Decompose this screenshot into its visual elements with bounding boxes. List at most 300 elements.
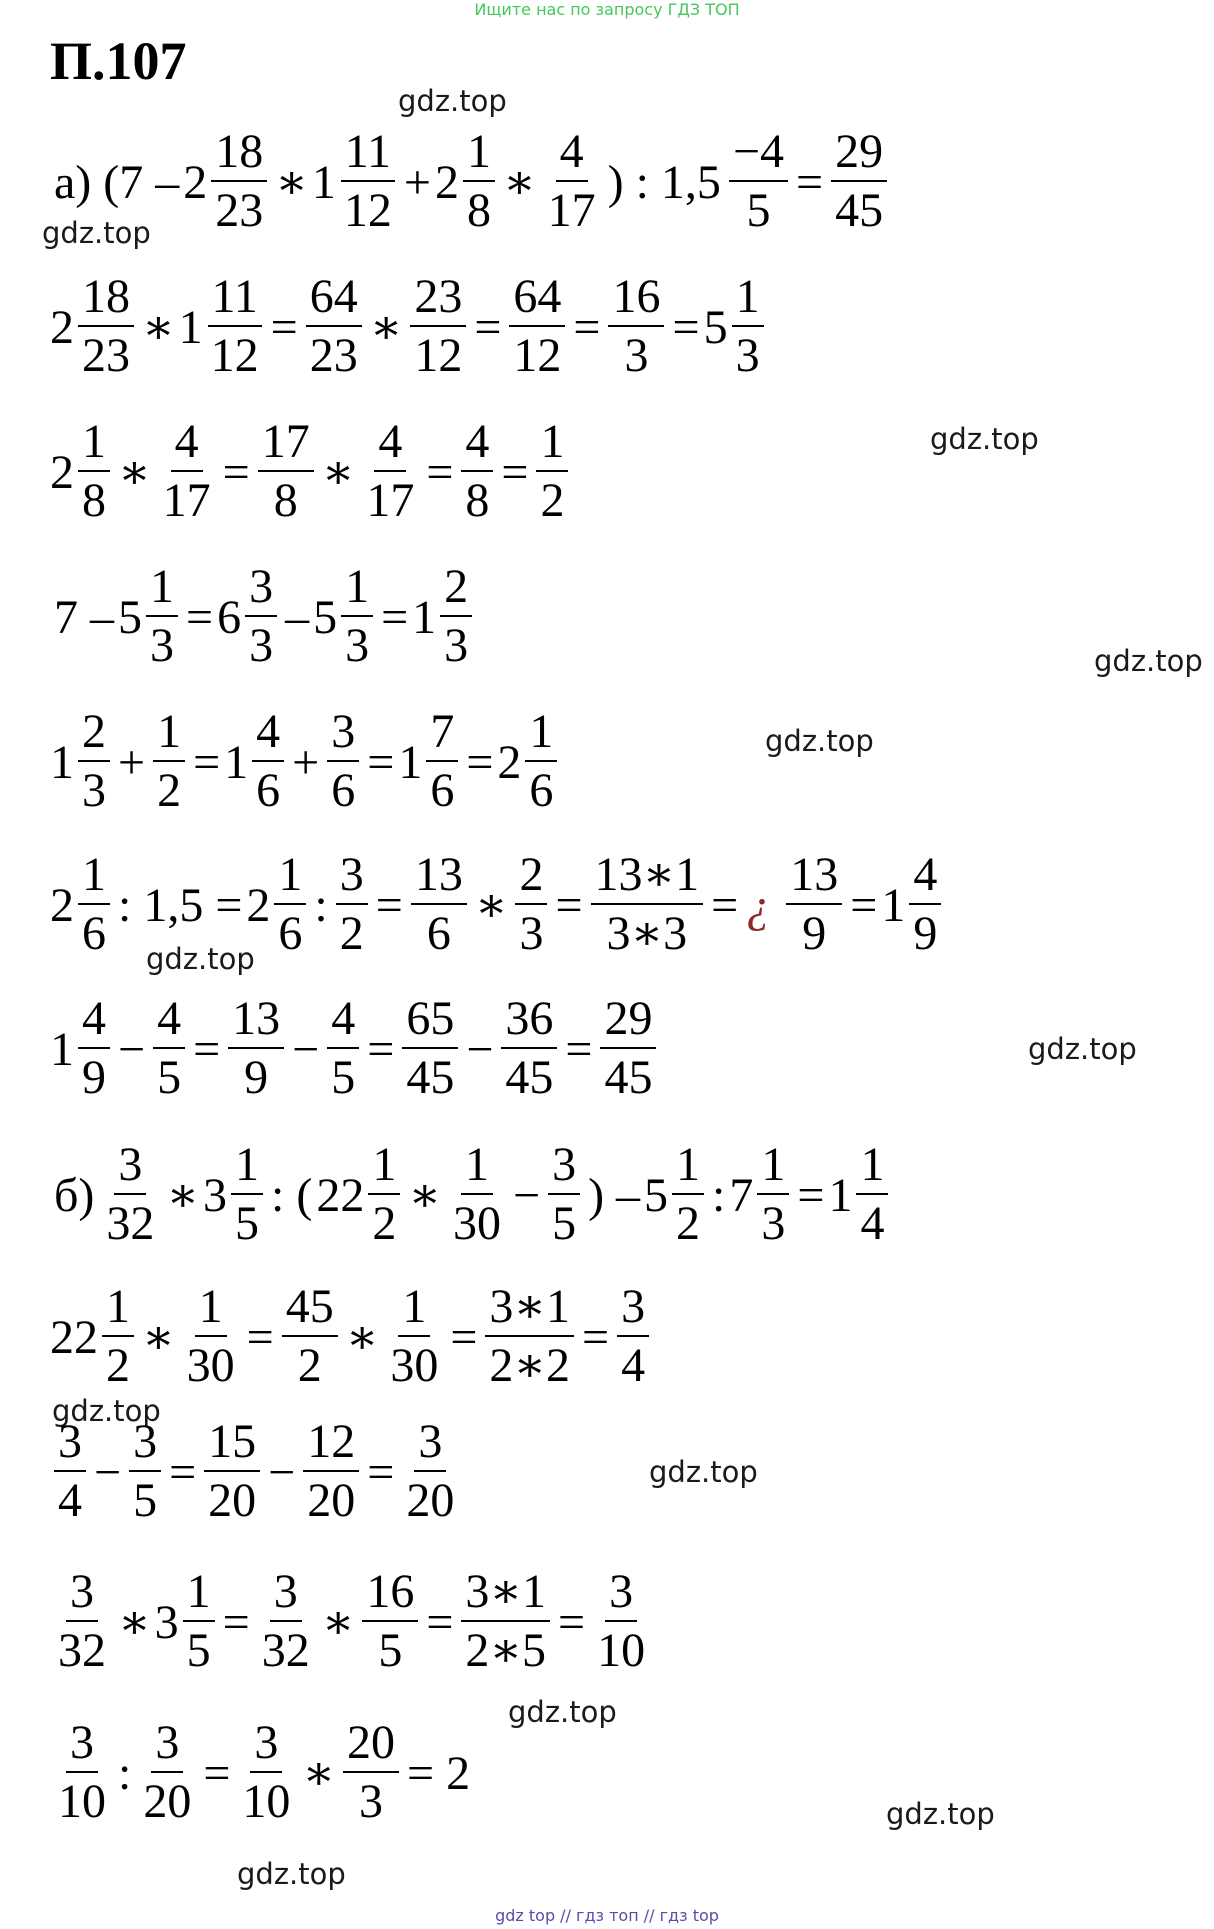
math-text: = <box>426 1595 454 1649</box>
mixed-number <box>316 1137 404 1253</box>
denominator: 23 <box>309 329 358 382</box>
denominator: 12 <box>414 329 463 382</box>
fraction-body <box>856 1137 888 1253</box>
fraction-body <box>544 124 600 240</box>
numerator: 3 <box>548 1137 580 1195</box>
numerator: 3 <box>114 1137 146 1195</box>
denominator: 5 <box>746 184 771 237</box>
equation-a-step-6 <box>50 984 660 1114</box>
whole-part: 7 <box>729 1168 754 1222</box>
fraction-body <box>282 1279 338 1395</box>
denominator: 3 <box>624 329 649 382</box>
fraction-body <box>207 269 263 385</box>
whole-part: 1 <box>50 735 74 789</box>
numerator: 3 <box>327 704 359 762</box>
math-text: ∗ <box>321 1596 355 1649</box>
math-text: : <box>118 1746 132 1800</box>
fraction-body <box>608 269 664 385</box>
math-text: ∗ <box>118 1596 151 1649</box>
math-text: = <box>501 445 529 499</box>
fraction <box>149 991 189 1107</box>
numerator: 4 <box>252 704 284 762</box>
numerator: 1 <box>461 1137 493 1195</box>
fraction-body <box>327 704 359 820</box>
whole-part: 5 <box>313 590 338 644</box>
whole-part: 1 <box>398 735 423 789</box>
math-text: : 1,5 = <box>118 878 243 932</box>
fraction-body <box>183 1279 239 1395</box>
fraction <box>50 1715 114 1831</box>
fraction-body <box>102 1137 158 1253</box>
numerator: 3∗1 <box>461 1564 550 1622</box>
numerator: 3 <box>617 1279 649 1337</box>
fraction-body <box>231 1137 263 1253</box>
math-text: ∗ <box>302 1747 336 1800</box>
whole-part: 1 <box>881 878 906 932</box>
fraction <box>540 124 604 240</box>
math-text: = <box>797 1168 825 1222</box>
numerator: 1 <box>183 1564 215 1622</box>
math-text: : ( <box>271 1168 313 1222</box>
numerator: 4 <box>327 991 359 1049</box>
mixed-number <box>50 847 114 963</box>
math-text: − <box>94 1445 122 1499</box>
fraction <box>323 704 363 820</box>
math-text: = <box>426 445 454 499</box>
fraction-body <box>258 1564 314 1680</box>
numerator: 1 <box>536 414 568 472</box>
denominator: 10 <box>242 1775 291 1828</box>
equation-a-step-4 <box>50 697 561 827</box>
numerator: 3 <box>54 1414 86 1472</box>
numerator: 1 <box>757 1137 789 1195</box>
fraction <box>50 1564 114 1680</box>
fraction-body <box>340 124 396 240</box>
fraction-body <box>306 269 362 385</box>
math-text: ) : 1,5 <box>607 155 721 209</box>
denominator: 4 <box>58 1474 82 1527</box>
denominator: 5 <box>552 1197 577 1250</box>
fraction <box>224 991 288 1107</box>
fraction-body <box>183 1564 215 1680</box>
denominator: 5 <box>235 1197 260 1250</box>
fraction-body <box>402 991 458 1107</box>
fraction <box>98 1137 162 1253</box>
fraction-body <box>402 1414 458 1530</box>
numerator: 1 <box>672 1137 704 1195</box>
fraction-body <box>303 1414 359 1530</box>
denominator: 3 <box>249 619 274 672</box>
numerator: 3∗1 <box>485 1279 574 1337</box>
fraction-body <box>274 847 306 963</box>
mixed-number <box>50 1279 138 1395</box>
numerator: 65 <box>402 991 458 1049</box>
fraction <box>323 991 363 1107</box>
whole-part: 3 <box>154 1595 179 1649</box>
numerator: 1 <box>398 1279 430 1337</box>
numerator: 29 <box>600 991 656 1049</box>
whole-part: 3 <box>203 1168 228 1222</box>
watermark: gdz.top <box>52 1394 161 1428</box>
mixed-number <box>179 269 267 385</box>
denominator: 23 <box>82 329 130 382</box>
watermark: gdz.top <box>1028 1032 1137 1066</box>
fraction-body <box>440 559 472 675</box>
numerator: 1 <box>78 847 110 905</box>
fraction-body <box>211 124 267 240</box>
numerator: 7 <box>426 704 458 762</box>
math-text: = <box>186 590 214 644</box>
fraction-body <box>410 269 466 385</box>
math-text: − <box>512 1168 541 1222</box>
whole-part: 5 <box>118 590 142 644</box>
math-text: ∗ <box>142 1311 175 1364</box>
watermark: gdz.top <box>237 1857 346 1891</box>
math-text: = <box>558 1595 586 1649</box>
numerator: 12 <box>303 1414 359 1472</box>
fraction-body <box>78 704 110 820</box>
denominator: 3 <box>519 907 544 960</box>
fraction-body <box>78 991 110 1107</box>
numerator: 13 <box>786 847 842 905</box>
fraction <box>254 414 318 530</box>
denominator: 5 <box>186 1624 211 1677</box>
whole-part: 1 <box>50 1022 74 1076</box>
fraction-body <box>245 559 277 675</box>
fraction-body <box>258 414 314 530</box>
denominator: 8 <box>273 474 298 527</box>
fraction-body <box>449 1137 505 1253</box>
question-glyph: ¿ <box>746 878 771 932</box>
denominator: 6 <box>430 764 455 817</box>
denominator: 3 <box>444 619 469 672</box>
top-banner: Ищите нас по запросу ГДЗ ТОП <box>474 0 740 19</box>
numerator: 16 <box>362 1564 418 1622</box>
denominator: 20 <box>143 1775 192 1828</box>
fraction <box>135 1715 199 1831</box>
fraction <box>596 991 660 1107</box>
denominator: 45 <box>835 184 884 237</box>
whole-part: 5 <box>703 300 728 354</box>
equation-b-step-2 <box>50 1407 462 1537</box>
math-text: ∗ <box>345 1311 379 1364</box>
numerator: 4 <box>461 414 493 472</box>
denominator: 32 <box>261 1624 310 1677</box>
math-text: ∗ <box>166 1169 200 1222</box>
numerator: 4 <box>78 991 110 1049</box>
math-text: = <box>270 300 298 354</box>
fraction-body <box>525 704 557 820</box>
fraction-body <box>139 1715 195 1831</box>
fraction-body <box>501 991 557 1107</box>
fraction-body <box>341 559 373 675</box>
equation-a-step-1 <box>50 262 768 392</box>
math-text: = <box>450 1310 478 1364</box>
mixed-number <box>497 704 561 820</box>
mixed-number <box>246 847 310 963</box>
denominator: 12 <box>513 329 562 382</box>
fraction <box>782 847 846 963</box>
whole-part: 22 <box>50 1310 98 1364</box>
denominator: 45 <box>604 1051 653 1104</box>
fraction <box>358 1564 422 1680</box>
fraction-body <box>343 1715 399 1831</box>
fraction <box>532 414 572 530</box>
denominator: 8 <box>466 184 491 237</box>
fraction-body <box>909 847 941 963</box>
denominator: 8 <box>82 474 106 527</box>
fraction <box>125 1414 165 1530</box>
numerator: 3 <box>336 847 368 905</box>
fraction-body <box>78 414 110 530</box>
watermark: gdz.top <box>398 84 507 118</box>
fraction-body <box>461 414 493 530</box>
numerator: 3 <box>66 1715 98 1773</box>
whole-part: 5 <box>644 1168 669 1222</box>
fraction-body <box>426 704 458 820</box>
math-text: ∗ <box>502 156 536 209</box>
denominator: 9 <box>802 907 827 960</box>
numerator: 45 <box>282 1279 338 1337</box>
fraction-body <box>617 1279 649 1395</box>
numerator: 1 <box>525 704 557 762</box>
fraction-body <box>485 1279 574 1395</box>
fraction <box>398 991 462 1107</box>
denominator: 5 <box>157 1051 182 1104</box>
numerator: 3 <box>245 559 277 617</box>
fraction-body <box>54 1715 110 1831</box>
watermark: gdz.top <box>508 1695 617 1729</box>
numerator: 1 <box>463 124 495 182</box>
denominator: 20 <box>208 1474 257 1527</box>
numerator: 1 <box>341 559 373 617</box>
denominator: 30 <box>452 1197 501 1250</box>
numerator: 2 <box>440 559 472 617</box>
fraction <box>254 1564 318 1680</box>
whole-part: 2 <box>50 878 74 932</box>
mixed-number <box>217 559 281 675</box>
math-text: = <box>381 590 409 644</box>
mixed-number <box>312 124 400 240</box>
numerator: 2 <box>515 847 547 905</box>
denominator: 20 <box>307 1474 356 1527</box>
fraction-body <box>54 1414 86 1530</box>
fraction-body <box>204 1414 260 1530</box>
mixed-number <box>435 124 499 240</box>
fraction-body <box>672 1137 704 1253</box>
fraction-body <box>461 1564 550 1680</box>
math-text: ∗ <box>474 879 508 932</box>
denominator: 6 <box>256 764 281 817</box>
numerator: 4 <box>909 847 941 905</box>
math-text: − <box>118 1022 146 1076</box>
denominator: 45 <box>505 1051 554 1104</box>
denominator: 2∗5 <box>465 1624 547 1677</box>
numerator: 3 <box>605 1564 637 1622</box>
whole-part: 1 <box>412 590 437 644</box>
numerator: 3 <box>66 1564 98 1622</box>
mixed-number <box>313 559 377 675</box>
numerator: 16 <box>608 269 664 327</box>
mixed-number <box>155 1564 219 1680</box>
math-text: = <box>850 878 878 932</box>
numerator: 17 <box>258 414 314 472</box>
mixed-number <box>50 269 138 385</box>
fraction <box>299 1414 363 1530</box>
equation-a-step-3 <box>50 552 476 682</box>
fraction <box>406 269 470 385</box>
numerator: 1 <box>153 704 185 762</box>
denominator: 6 <box>331 764 356 817</box>
fraction-body <box>78 269 134 385</box>
math-text: ∗ <box>321 446 355 499</box>
fraction-body <box>146 559 178 675</box>
fraction <box>149 704 189 820</box>
math-text: : <box>314 878 328 932</box>
denominator: 17 <box>547 184 596 237</box>
fraction-body <box>102 1279 134 1395</box>
whole-part: 2 <box>183 155 208 209</box>
math-text: = <box>573 300 601 354</box>
numerator: 4 <box>153 991 185 1049</box>
denominator: 2 <box>372 1197 397 1250</box>
denominator: 4 <box>621 1339 646 1392</box>
denominator: 5 <box>133 1474 158 1527</box>
denominator: 2 <box>297 1339 322 1392</box>
numerator: 11 <box>208 269 262 327</box>
denominator: 9 <box>82 1051 106 1104</box>
numerator: 3 <box>270 1564 302 1622</box>
fraction-body <box>78 847 110 963</box>
denominator: 10 <box>597 1624 646 1677</box>
denominator: 5 <box>331 1051 356 1104</box>
fraction <box>613 1279 653 1395</box>
fraction-body <box>362 414 418 530</box>
fraction-body <box>368 1137 400 1253</box>
fraction-body <box>386 1279 442 1395</box>
mixed-number <box>50 704 114 820</box>
fraction <box>457 1564 554 1680</box>
math-text: ∗ <box>369 301 403 354</box>
fraction-body <box>548 1137 580 1253</box>
denominator: 2 <box>157 764 182 817</box>
math-text: = <box>474 300 502 354</box>
equation-a-main <box>50 117 891 247</box>
fraction-body <box>327 991 359 1107</box>
mixed-number <box>412 559 476 675</box>
fraction-body <box>591 847 704 963</box>
numerator: −4 <box>729 124 788 182</box>
denominator: 2 <box>540 474 565 527</box>
fraction <box>505 269 569 385</box>
fraction <box>604 269 668 385</box>
math-text: : <box>712 1168 726 1222</box>
fraction-body <box>463 124 495 240</box>
math-text: − <box>268 1445 296 1499</box>
numerator: 1 <box>146 559 178 617</box>
numerator: 3 <box>129 1414 161 1472</box>
math-text: = <box>367 1445 395 1499</box>
math-text: ∗ <box>408 1169 441 1222</box>
denominator: 9 <box>913 907 938 960</box>
math-text: а) (7 – <box>54 155 180 209</box>
denominator: 2 <box>676 1197 701 1250</box>
bottom-banner: gdz top // гдз топ // гдз top <box>495 1906 719 1925</box>
numerator: 64 <box>306 269 362 327</box>
watermark: gdz.top <box>930 422 1039 456</box>
watermark: gdz.top <box>1094 644 1203 678</box>
denominator: 32 <box>58 1624 106 1677</box>
math-text: = <box>466 735 494 789</box>
whole-part: 2 <box>246 878 271 932</box>
denominator: 2∗2 <box>489 1339 571 1392</box>
math-text: = <box>246 1310 274 1364</box>
numerator: 13∗1 <box>591 847 704 905</box>
denominator: 17 <box>366 474 415 527</box>
watermark: gdz.top <box>649 1455 758 1489</box>
fraction-body <box>600 991 656 1107</box>
math-text: = <box>193 735 221 789</box>
denominator: 45 <box>406 1051 455 1104</box>
mixed-number <box>729 1137 793 1253</box>
numerator: 13 <box>411 847 467 905</box>
numerator: 4 <box>556 124 588 182</box>
watermark: gdz.top <box>42 216 151 250</box>
fraction <box>398 1414 462 1530</box>
fraction <box>278 1279 342 1395</box>
denominator: 3 <box>82 764 106 817</box>
math-text: = <box>169 1445 197 1499</box>
fraction-body <box>228 991 284 1107</box>
fraction-body <box>252 704 284 820</box>
mixed-number <box>50 414 114 530</box>
denominator: 2 <box>106 1339 130 1392</box>
numerator: 23 <box>410 269 466 327</box>
watermark: gdz.top <box>146 942 255 976</box>
denominator: 12 <box>210 329 259 382</box>
fraction <box>457 414 497 530</box>
denominator: 12 <box>343 184 392 237</box>
whole-part: 1 <box>178 300 203 354</box>
fraction-body <box>54 1564 110 1680</box>
fraction-body <box>729 124 788 240</box>
fraction-body <box>129 1414 161 1530</box>
numerator: 15 <box>204 1414 260 1472</box>
denominator: 3 <box>150 619 174 672</box>
denominator: 3∗3 <box>606 907 688 960</box>
numerator: 3 <box>151 1715 183 1773</box>
math-text: 7 – <box>54 590 114 644</box>
equation-b-step-3 <box>50 1557 653 1687</box>
denominator: 3 <box>359 1775 384 1828</box>
fraction <box>827 124 891 240</box>
fraction <box>589 1564 653 1680</box>
math-text: = <box>367 735 395 789</box>
page-title: П.107 <box>50 31 187 91</box>
whole-part: 1 <box>224 735 249 789</box>
fraction-body <box>159 414 215 530</box>
math-text: = <box>193 1022 221 1076</box>
fraction-body <box>411 847 467 963</box>
numerator: 1 <box>732 269 764 327</box>
mixed-number <box>50 991 114 1107</box>
denominator: 17 <box>162 474 211 527</box>
math-text: = <box>375 878 403 932</box>
fraction-body <box>757 1137 789 1253</box>
numerator: 4 <box>374 414 406 472</box>
whole-part: 1 <box>311 155 336 209</box>
fraction <box>481 1279 578 1395</box>
